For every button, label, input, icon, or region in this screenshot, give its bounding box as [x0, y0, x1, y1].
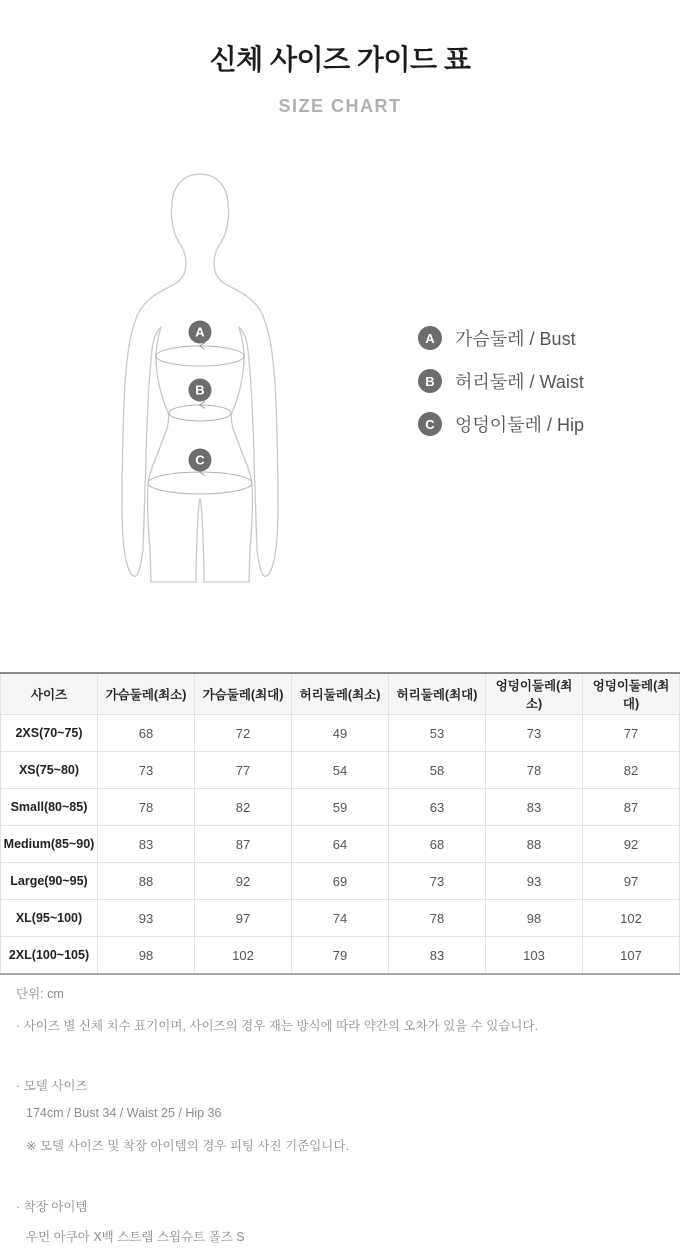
measurement-cell: 102: [583, 900, 680, 937]
size-table-header-row: [1, 673, 680, 715]
size-table: [0, 672, 680, 975]
column-header: 허리둘레(최소): [292, 673, 389, 715]
measurement-cell: 92: [583, 826, 680, 863]
measurement-cell: 102: [195, 937, 292, 975]
measurement-cell: 88: [98, 863, 195, 900]
size-label-cell: 2XS(70~75): [1, 715, 98, 752]
measurement-cell: 63: [389, 789, 486, 826]
measurement-cell: 59: [292, 789, 389, 826]
page-title: 신체 사이즈 가이드 표: [209, 44, 471, 75]
size-disclaimer-note: · 사이즈 별 신체 치수 표기이며, 사이즈의 경우 재는 방식에 따라 약간의 오차가 있을 수 있습니다.: [16, 1019, 539, 1033]
table-row: [1, 863, 680, 900]
measurement-cell: 92: [195, 863, 292, 900]
measurement-cell: 73: [486, 715, 583, 752]
measurement-cell: 87: [195, 826, 292, 863]
measurement-cell: 97: [583, 863, 680, 900]
legend-b-label: 허리둘레 / Waist: [455, 372, 584, 392]
table-row: [1, 900, 680, 937]
size-label-cell: 2XL(100~105): [1, 937, 98, 975]
measurement-cell: 68: [389, 826, 486, 863]
outfit-detail: 우먼 아쿠아 X백 스트랩 스윔슈트 폴즈 S: [26, 1230, 245, 1244]
table-row: [1, 752, 680, 789]
legend-row-waist: [418, 369, 584, 393]
page-subtitle: SIZE CHART: [278, 96, 402, 116]
column-header: 가슴둘레(최소): [98, 673, 195, 715]
measurement-cell: 87: [583, 789, 680, 826]
measurement-cell: 74: [292, 900, 389, 937]
legend-row-hip: [418, 412, 584, 436]
measurement-cell: 79: [292, 937, 389, 975]
legend-b-badge-icon: B: [418, 369, 442, 393]
legend-c-label: 엉덩이둘레 / Hip: [455, 415, 584, 435]
size-table-body: [1, 715, 680, 975]
measurement-cell: 107: [583, 937, 680, 975]
marker-a-letter: A: [195, 324, 205, 340]
measurement-cell: 83: [486, 789, 583, 826]
measurement-cell: 93: [486, 863, 583, 900]
size-label-cell: XL(95~100): [1, 900, 98, 937]
table-row: [1, 715, 680, 752]
measurement-cell: 93: [98, 900, 195, 937]
measurement-cell: 98: [98, 937, 195, 975]
size-label-cell: Large(90~95): [1, 863, 98, 900]
model-size-title: · 모델 사이즈: [16, 1079, 88, 1093]
column-header: 엉덩이둘레(최소): [486, 673, 583, 715]
hip-ellipse: [148, 472, 252, 494]
measurement-cell: 83: [389, 937, 486, 975]
measurement-cell: 82: [195, 789, 292, 826]
column-header: 엉덩이둘레(최대): [583, 673, 680, 715]
measurement-cell: 77: [195, 752, 292, 789]
size-label-cell: Medium(85~90): [1, 826, 98, 863]
measurement-cell: 64: [292, 826, 389, 863]
model-size-note: ※ 모델 사이즈 및 착장 아이템의 경우 피팅 사진 기준입니다.: [26, 1139, 349, 1153]
legend-c-badge-icon: C: [418, 412, 442, 436]
size-label-cell: XS(75~80): [1, 752, 98, 789]
legend-row-bust: [418, 326, 584, 350]
model-size-detail: 174cm / Bust 34 / Waist 25 / Hip 36: [26, 1106, 222, 1120]
marker-c-letter: C: [195, 452, 205, 468]
measurement-cell: 68: [98, 715, 195, 752]
measurement-cell: 97: [195, 900, 292, 937]
body-figure-icon: [115, 170, 285, 590]
measurement-legend: [418, 326, 584, 455]
measurement-cell: 88: [486, 826, 583, 863]
measurement-cell: 103: [486, 937, 583, 975]
marker-b-letter: B: [195, 382, 205, 398]
column-header: 사이즈: [1, 673, 98, 715]
size-label-cell: Small(80~85): [1, 789, 98, 826]
table-row: [1, 826, 680, 863]
measurement-cell: 54: [292, 752, 389, 789]
measurement-cell: 82: [583, 752, 680, 789]
body-measurement-diagram: [115, 170, 285, 590]
outfit-title: · 착장 아이템: [16, 1200, 88, 1214]
waist-ellipse: [169, 405, 231, 421]
legend-a-label: 가슴둘레 / Bust: [455, 329, 576, 349]
measurement-cell: 78: [389, 900, 486, 937]
measurement-cell: 83: [98, 826, 195, 863]
measurement-cell: 69: [292, 863, 389, 900]
measurement-cell: 49: [292, 715, 389, 752]
table-row: [1, 937, 680, 975]
measurement-cell: 53: [389, 715, 486, 752]
measurement-cell: 98: [486, 900, 583, 937]
measurement-cell: 78: [486, 752, 583, 789]
size-table-section: [0, 672, 680, 975]
legend-a-badge-icon: A: [418, 326, 442, 350]
measurement-cell: 72: [195, 715, 292, 752]
column-header: 가슴둘레(최대): [195, 673, 292, 715]
measurement-cell: 73: [98, 752, 195, 789]
table-row: [1, 789, 680, 826]
unit-note: 단위: cm: [16, 987, 64, 1001]
bust-ellipse: [156, 346, 244, 366]
measurement-cell: 78: [98, 789, 195, 826]
measurement-cell: 77: [583, 715, 680, 752]
measurement-cell: 58: [389, 752, 486, 789]
measurement-cell: 73: [389, 863, 486, 900]
column-header: 허리둘레(최대): [389, 673, 486, 715]
